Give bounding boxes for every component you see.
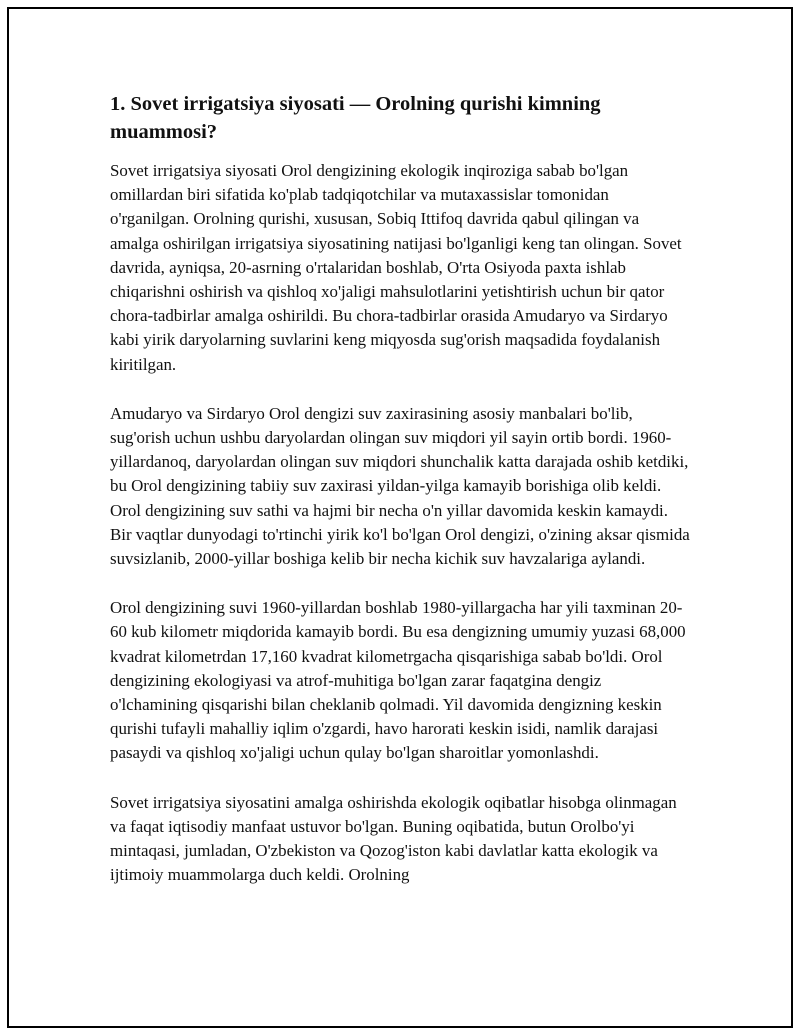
- paragraph-3: Orol dengizining suvi 1960-yillardan boshlab 1980-yillargacha har yili taxminan 20-60 kub kilometr miqdorida kamayib bordi. Bu esa dengizning umumiy yuzasi 68,000 kvadrat kilometrdan 17,160 kvadrat kilometrgacha qisqarishiga sabab bo'ldi. Orol dengizining ekologiyasi va atrof-muhitiga bo'lgan zarar faqatgina dengiz o'lchamining qisqarishi bilan cheklanib qolmadi. Yil davomida dengizning keskin qurishi tufayli mahalliy iqlim o'zgardi, havo harorati keskin isidi, namlik darajasi pasaydi va qishloq xo'jaligi uchun qulay bo'lgan sharoitlar yomonlashdi.: [110, 598, 686, 763]
- paragraph-2: Amudaryo va Sirdaryo Orol dengizi suv zaxirasining asosiy manbalari bo'lib, sug'orish uchun ushbu daryolardan olingan suv miqdori yil sayin ortib bordi. 1960-yillardanoq, daryolardan olingan suv miqdori shunchalik katta darajada oshib ketdiki, bu Orol dengizining tabiiy suv zaxirasi yildan-yilga kamayib borishiga olib keldi. Orol dengizining suv sathi va hajmi bir necha o'n yillar davomida keskin kamaydi. Bir vaqtlar dunyodagi to'rtinchi yirik ko'l bo'lgan Orol dengizi, o'zining aksar qismida suvsizlanib, 2000-yillar boshiga kelib bir necha kichik suv havzalariga aylandi.: [110, 403, 690, 569]
- document-body: [110, 90, 690, 912]
- section-heading: 1. Sovet irrigatsiya siyosati — Orolning qurishi kimning muammosi?: [110, 93, 601, 143]
- paragraph-1: Sovet irrigatsiya siyosati Orol dengizining ekologik inqiroziga sabab bo'lgan omillardan biri sifatida ko'plab tadqiqotchilar va mutaxassislar tomonidan o'rganilgan. Orolning qurishi, xususan, Sobiq Ittifoq davrida qabul qilingan va amalga oshirilgan irrigatsiya siyosatining natijasi bo'lganligi keng tan olingan. Sovet davrida, ayniqsa, 20-asrning o'rtalaridan boshlab, O'rta Osiyoda paxta ishlab chiqarishni oshirish va qishloq xo'jaligi mahsulotlarini yetishtirish uchun bir qator chora-tadbirlar amalga oshirildi. Bu chora-tadbirlar orasida Amudaryo va Sirdaryo kabi yirik daryolarning suvlarini keng miqyosda sug'orish maqsadida foydalanish kiritilgan.: [110, 161, 682, 374]
- paragraph-4: Sovet irrigatsiya siyosatini amalga oshirishda ekologik oqibatlar hisobga olinmagan va faqat iqtisodiy manfaat ustuvor bo'lgan. Buning oqibatida, butun Orolbo'yi mintaqasi, jumladan, O'zbekiston va Qozog'iston kabi davlatlar katta ekologik va ijtimoiy muammolarga duch keldi. Orolning: [110, 792, 677, 885]
